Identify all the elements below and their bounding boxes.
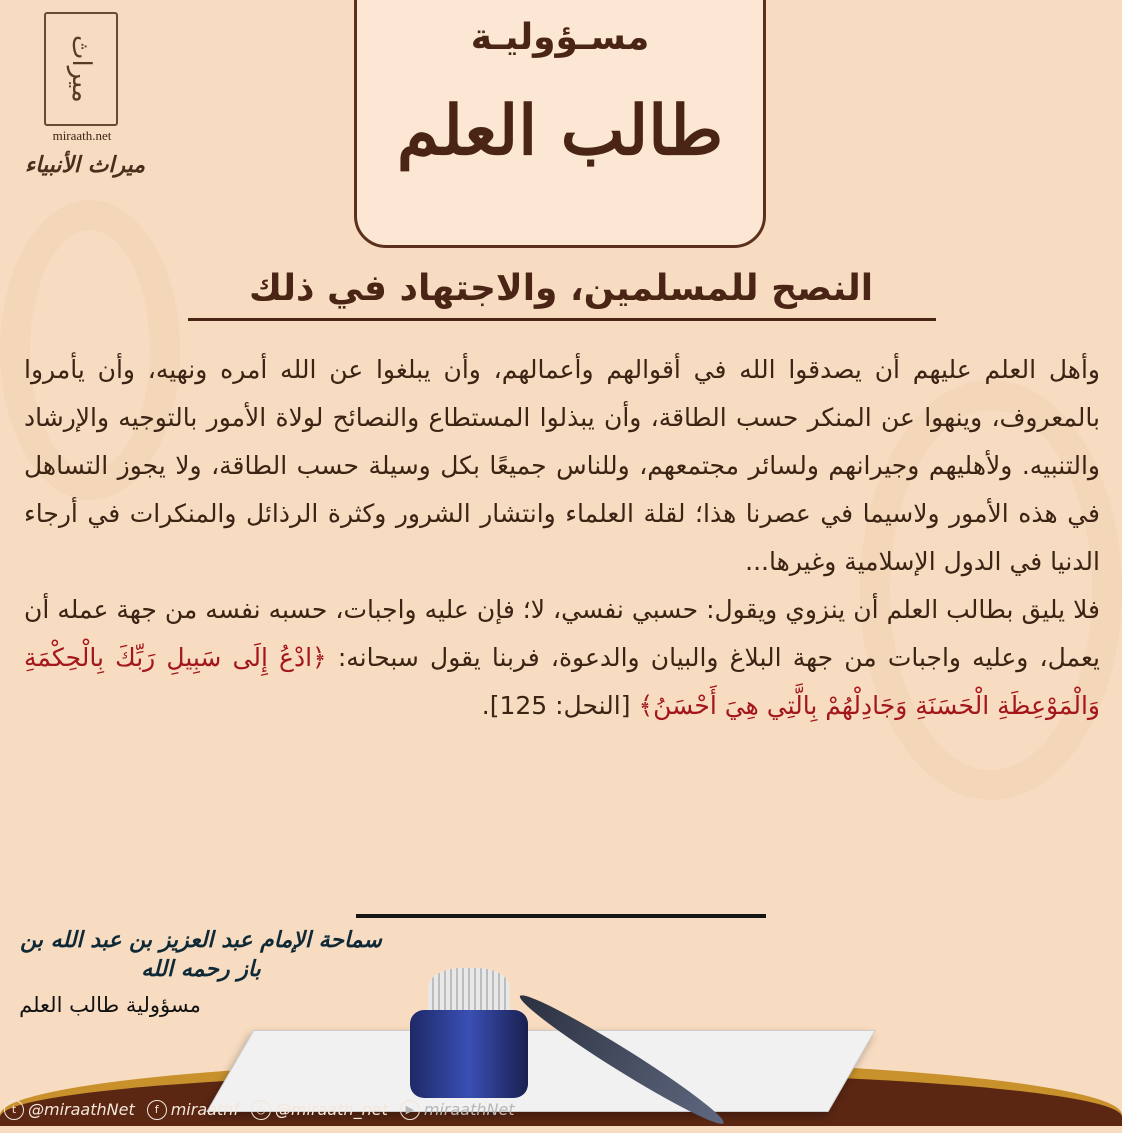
- paragraph-1: وأهل العلم عليهم أن يصدقوا الله في أقوالهم وأعمالهم، وأن يبلغوا عن الله أمره ونهيه، وأن يأمروا بالمعروف، وينهوا عن المنكر حسب الطاقة، وأن يبذلوا المستطاع والنصائح لولاة الأمور بالتوجيه والإرشاد والتنبيه. ولأهليهم وجيرانهم ولسائر مجتمعهم، وللناس جميعًا بكل وسيلة حسب الطاقة، ولا يجوز التساهل في هذه الأمور ولاسيما في عصرنا هذا؛ لقلة العلماء وانتشار الشرور وكثرة الرذائل والمنكرات في أرجاء الدنيا في الدول الإسلامية وغيرها...: [24, 355, 1100, 576]
- social-youtube[interactable]: [400, 1100, 515, 1120]
- social-twitter[interactable]: [4, 1100, 135, 1120]
- logo: [44, 12, 118, 126]
- ink-bottle-illustration: [410, 1010, 528, 1098]
- social-facebook[interactable]: [147, 1100, 239, 1120]
- page-heading: النصح للمسلمين، والاجتهاد في ذلك: [248, 268, 874, 309]
- logo-name: ميراث الأنبياء: [24, 152, 146, 178]
- social-instagram[interactable]: [251, 1100, 388, 1120]
- youtube-handle: miraathNet: [423, 1100, 515, 1119]
- twitter-handle: @miraathNet: [28, 1100, 135, 1119]
- title-small: مسـؤوليـة: [470, 17, 650, 58]
- twitter-icon: t: [4, 1100, 24, 1120]
- author-signature: سماحة الإمام عبد العزيز بن عبد الله بن باز رحمه الله: [20, 927, 382, 982]
- logo-calligraphy: ميراث: [66, 35, 96, 103]
- paragraph-2: [24, 586, 1100, 730]
- logo-url: miraath.net: [52, 128, 112, 143]
- heading-underline: [188, 318, 936, 321]
- facebook-handle: miraathf: [170, 1100, 239, 1119]
- paragraph-2-intro: فلا يليق بطالب العلم أن ينزوي ويقول: حسبي نفسي، لا؛ فإن عليه واجبات، حسبه نفسه من جهة عمله أن يعمل، وعليه واجبات من جهة البلاغ والبيان والدعوة، فربنا يقول سبحانه:: [24, 595, 1100, 672]
- instagram-handle: @miraath_net: [274, 1100, 388, 1119]
- youtube-icon: ▶: [400, 1100, 420, 1120]
- title-big: طالب العلم: [396, 91, 724, 171]
- social-links: [4, 1100, 515, 1120]
- verse-reference: [النحل: 125].: [481, 691, 639, 720]
- source-title: مسؤولية طالب العلم: [19, 993, 201, 1017]
- body-text: [24, 346, 1100, 730]
- quran-verse: ﴿ادْعُ إِلَى سَبِيلِ رَبِّكَ بِالْحِكْمَةِ وَالْمَوْعِظَةِ الْحَسَنَةِ وَجَادِلْهُمْ بِالَّتِي هِيَ أَحْسَنُ﴾: [24, 643, 1100, 720]
- facebook-icon: f: [147, 1100, 167, 1120]
- instagram-icon: ◎: [251, 1100, 271, 1120]
- separator-line: [356, 914, 766, 918]
- title-box: [354, 0, 766, 248]
